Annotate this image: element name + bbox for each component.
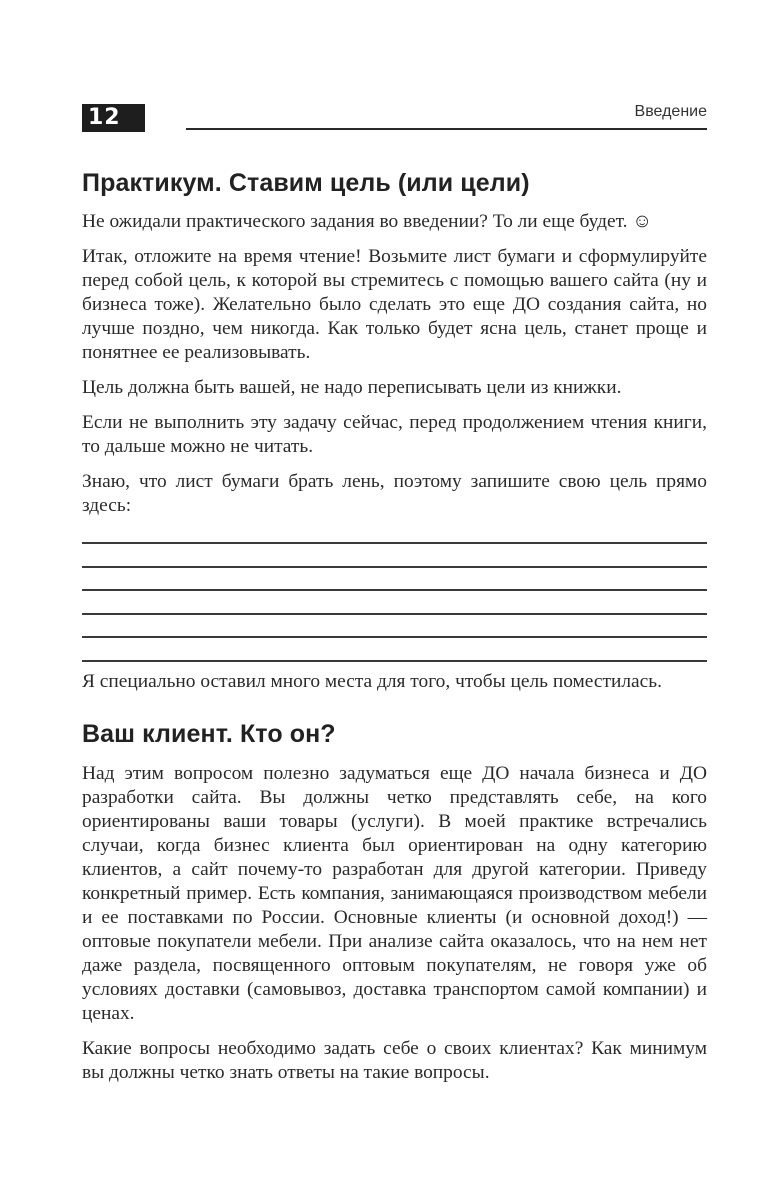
blank-line — [82, 638, 707, 662]
blank-line — [82, 544, 707, 568]
paragraph: Не ожидали практического задания во введении? То ли еще будет. ☺ — [82, 211, 653, 232]
blank-line — [82, 568, 707, 592]
running-header-title: Введение — [634, 103, 707, 120]
blank-line — [82, 615, 707, 639]
goal-writing-lines — [82, 534, 707, 662]
section-heading-practicum: Практикум. Ставим цель (или цели) — [82, 169, 530, 197]
blank-line — [82, 591, 707, 615]
page-number: 12 — [82, 104, 145, 132]
section-heading-client: Ваш клиент. Кто он? — [82, 719, 336, 748]
paragraph: Какие вопросы необходимо задать себе о своих клиентах? Как минимум вы должны четко знать ответы на такие вопросы. — [82, 1037, 707, 1083]
paragraph: Если не выполнить эту задачу сейчас, перед продолжением чтения книги, то дальше можно не читать. — [82, 412, 707, 457]
page-body — [82, 160, 707, 1096]
paragraph: Знаю, что лист бумаги брать лень, поэтому запишите свою цель прямо здесь: — [82, 471, 707, 516]
paragraph: Цель должна быть вашей, не надо переписывать цели из книжки. — [82, 377, 622, 398]
paragraph: Над этим вопросом полезно задуматься еще ДО начала бизнеса и ДО разработки сайта. Вы должны четко представлять себе, на кого ориентированы ваши товары (услуги). В моей практике встречались случаи, когда бизнес клиента был ориентирован на одну категорию клиентов, а сайт почему-то разработан для другой категории. Приведу конкретный пример. Есть компания, занимающаяся производством мебели и ее поставками по России. Основные клиенты (и основной доход!) — оптовые покупатели мебели. При анализе сайта оказалось, что на нем нет даже раздела, посвященного оптовым покупателям, не говоря уже об условиях доставки (самовывоз, доставка транспортом самой компании) и ценах. — [82, 762, 707, 1024]
paragraph: Я специально оставил много места для того, чтобы цель поместилась. — [82, 670, 662, 692]
paragraph: Итак, отложите на время чтение! Возьмите лист бумаги и сформулируйте перед собой цель, к которой вы стремитесь с помощью вашего сайта (ну и бизнеса тоже). Желательно было сделать это еще ДО создания сайта, но лучше поздно, чем никогда. Как только будет ясна цель, станет проще и понятнее ее реализовывать. — [82, 246, 707, 363]
blank-line — [82, 534, 707, 544]
running-header — [186, 104, 707, 130]
